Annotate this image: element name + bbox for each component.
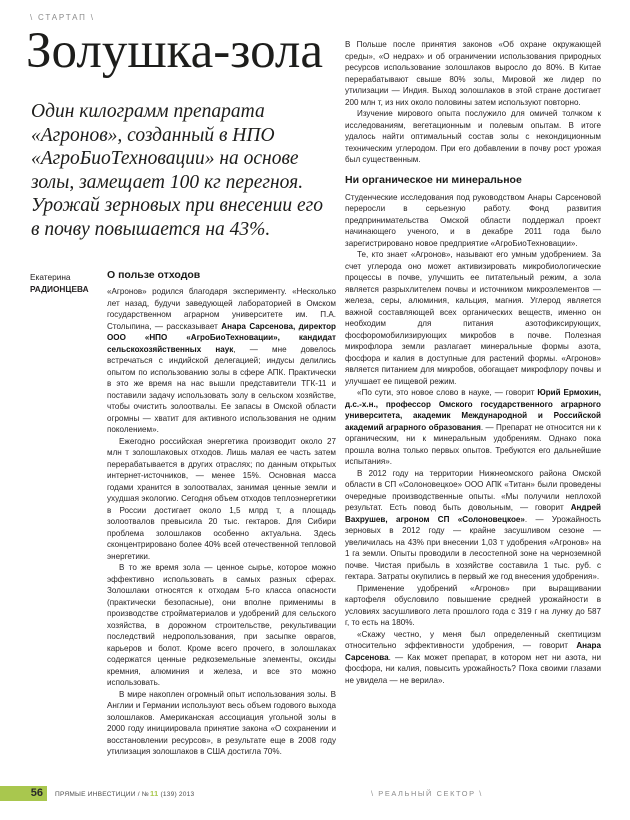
text-run: . — Урожайность зерновых в 2012 году — крайне засушливом сезоне — увеличилась на 43% при внесении 1,03 т удобрения «Агронов» на 1 га земли. Опыты проводили в лесостепной зоне на черноземной почве. Чистая прибыль в хозяйстве составила 1 тыс. руб. с гектара. Затраты окупились в первый же год внесения удобрения». [345, 514, 601, 581]
body-paragraph [345, 629, 601, 687]
text-run: Студенческие исследования под руководством Анары Сарсеновой переросли в серьезную работу. Фонд развития предпринимательства Омской области поддержал проект начинающего ученого, и в декабре 2011 года было зарегистрировано новое предприятие «АгроБиоТехновации». [345, 192, 601, 248]
author-first-name: Екатерина [30, 272, 71, 282]
article-title: Золушка-зола [26, 23, 323, 79]
body-paragraph [345, 387, 601, 468]
magazine-name: ПРЯМЫЕ ИНВЕСТИЦИИ / № [55, 791, 150, 798]
body-paragraph [107, 562, 336, 689]
body-paragraph [345, 583, 601, 629]
bold-text-run: Юрий Ермохин, д.с.-х.н., профессор Омского государственного аграрного университета, академик Международной и Российской академий аграрного образования [345, 388, 602, 432]
text-run: В то же время зола — ценное сырье, которое можно эффективно использовать в самых разных сферах. Золошлаки относятся к отходам 5-го класса опасности (практически безопасные), они вполне применимы в производстве стройматериалов и удобрений для сельского хозяйства, в дорожном строительстве, рекультивации последствий недропользования, при засыпке оврагов, карьеров и болот. Кроме всего прочего, в золошлаках содержатся ценные редкоземельные элементы, оксиды кремния, алюминия и железа, и все это можно использовать. [107, 563, 336, 687]
right-column [345, 39, 601, 686]
text-run: Ежегодно российская энергетика производит около 27 млн т золошлаковых отходов. Лишь малая ее часть затем перерабатывается в других отраслях; по данным открытых интернет-источников, — менее 15%. Основная масса годами хранится в золоотвалах, занимая ценные земли и ухудшая экологию. Сегодня объем отходов теплоэнергетики в России достигает около 1,5 млрд т, а площадь золоотвалов превысила 20 тыс. гектаров. Для Сибири проблема золошлаков особенно актуальна. Здесь сконцентрировано более 40% всей отечественной тепловой энергетики. [107, 436, 336, 561]
text-run: «Скажу честно, у меня был определенный скептицизм относительно эффективности удобрения, — говорит [345, 629, 601, 650]
middle-column-body [107, 286, 336, 758]
body-paragraph [345, 468, 601, 583]
magazine-issue [55, 790, 194, 799]
author-last-name: РАДИОНЦЕВА [30, 283, 89, 294]
bold-text-run: Андрей Вахрушев, агроном СП «Солоновецкое» [345, 503, 601, 524]
text-run: Изучение мирового опыта послужило для омичей толчком к исследованиям, вегетационным и полевым опытам. В итоге удалось найти оптимальный состав золы с некондиционным техническим углеродом. При его добавлении в почву рост урожая был существенным. [345, 109, 601, 164]
body-paragraph [107, 436, 336, 563]
right-column-body-top [345, 39, 601, 166]
body-paragraph [345, 39, 601, 108]
text-run: «Агронов» родился благодаря эксперименту. «Несколько лет назад, будучи заведующей лабораторией в Омском государственном аграрном университете им. П.А. Столыпина, — рассказывает [107, 287, 336, 331]
right-column-body-bottom [345, 192, 601, 687]
page-number: 56 [30, 787, 43, 799]
text-run: В мире накоплен огромный опыт использования золы. В Англии и Германии используют весь объем годового выхода золошлаков. Американская ассоциация угольной золы в 2000 году инициировала принятие закона «О сохранении и восстановлении ресурсов», в результате еще в 2008 году утилизация золошлаков в США достигла 70%. [107, 689, 336, 756]
text-run: «По сути, это новое слово в науке, — говорит [357, 388, 538, 397]
section-heading: О пользе отходов [107, 269, 201, 281]
text-run: Те, кто знает «Агронов», называют его умным удобрением. За счет углерода оно может активизировать микробиологические процессы в почве, улучшить ее питательный режим, а зола является разрыхлителем почвы и источником микроэлементов — железа, серы, алюминия, кальция, магния. Углерод является важной составляющей всех органических веществ, именно он необходим для питания азотофиксирующих, фосфоромобилизирующих микробов в почве. Полезная микрофлора земли разлагает минеральные формы азота, фосфора и калия в доступные для растений формы. «Агронов» является питанием для микробов, обогащает микрофлору почвы и улучшает ее пищевой режим. [345, 250, 601, 386]
section-heading: Ни органическое ни минеральное [345, 173, 522, 186]
bold-text-run: Анара Сарсенова [345, 641, 601, 662]
bold-text-run: Анара Сарсенова, директор ООО «НПО «АгроБиоТехновации», кандидат сельскохозяйственных наук [107, 321, 336, 354]
middle-column [107, 269, 336, 758]
text-run: Применение удобрений «Агронов» при выращивании картофеля обусловило повышение средней урожайности в условиях засушливого лета прошлого года с 319 г на лунку до 587 г, то есть на 180%. [345, 583, 601, 627]
page-number-bar [0, 786, 47, 801]
text-run: В 2012 году на территории Нижнеомского района Омской области в СП «Солоновецкое» ООО АПК «Титан» были проведены очередные производственные опыты. «Мы получили неплохой результат. Есть повод быть довольным, — говорит [345, 468, 601, 512]
text-run: , — мне довелось встречаться с индийской делегацией; индусы делились опытом по использованию золы в сфере АПК. Практически в это же время на нас вышли представители ТГК-11 и поставили задачу использовать золу в сельском хозяйстве, чтобы очистить золоотвалы. Ее запасы в Омской области огромны — хватит для активного использования не одним поколением». [107, 344, 336, 434]
section-label: \ СТАРТАП \ [30, 13, 95, 22]
body-paragraph [345, 108, 601, 166]
footer-section-label: \ РЕАЛЬНЫЙ СЕКТОР \ [371, 789, 483, 798]
byline [30, 272, 104, 295]
body-paragraph [345, 192, 601, 250]
issue-details: (139) 2013 [160, 791, 195, 798]
issue-number: 11 [150, 789, 159, 798]
body-paragraph [107, 689, 336, 758]
body-paragraph [107, 286, 336, 436]
body-paragraph [345, 249, 601, 387]
text-run: . — Препарат не относится ни к органическим, ни к минеральным удобрениям. Однако пока прошла волна только первых опытов. Требуются его дальнейшие испытания». [345, 422, 601, 466]
text-run: . — Как может препарат, в котором нет ни азота, ни фосфора, ни калия, повысить урожайность? Пока своими глазами не увидела — не верила». [345, 652, 601, 685]
article-lead: Один килограмм препарата «Агронов», созданный в НПО «АгроБиоТехновации» на основе золы, замещает 100 кг перегноя. Урожай зерновых при внесении его в почву повышается на 43%. [31, 101, 324, 240]
text-run: В Польше после принятия законов «Об охране окружающей среды», «О недрах» и об ограничении использования природных ресурсов использование золошлаков выросло до 80%. В Китае перерабатывают свыше 80% золы, Мировой же лидер по утилизации — Индия. Выход золошлаков в этой стране достигает 200 млн т, из них около половины затем используют повторно. [345, 40, 601, 107]
